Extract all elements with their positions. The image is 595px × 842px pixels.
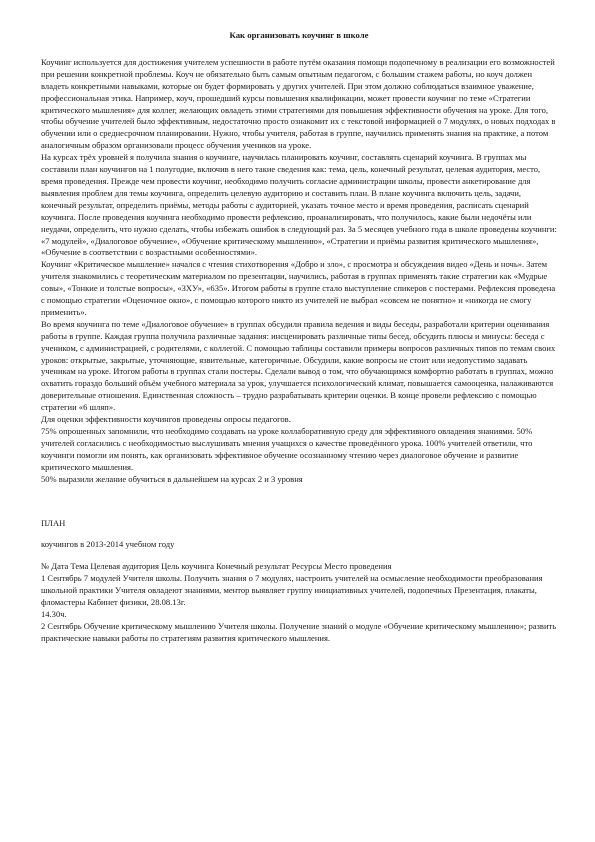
plan-subtitle: коучингов в 2013-2014 учебном году: [41, 539, 175, 550]
paragraph-intro: Коучинг используется для достижения учителем успешности в работе путём оказания помощи подопечному в реализации его возможностей при решении конкретной проблемы. Коуч не обязательно быть самым опытным педагогом, с большим стажем работы, но коуч должен владеть конкретными навыками, которые он будет формировать у других учителей. При этом должно соблюдаться взаимное уважение, профессиональная этика. Например, коуч, прошедший курсы повышения квалификации, может провести коучинг по теме «Стратегии критического мышления» для коллег, желающих овладеть этими стратегиями для повышения эффективности обучения на уроке. Для того, чтобы обучение учителей было эффективным, недостаточно просто ознакомит их с текстовой информацией о 7 модулях, о новых подходах в обучении или о среднесрочном планировании. Нужно, чтобы учителя, работая в группе, научились применять знания на практике, а потом аналогичным образом организовали процесс обучения учеников на уроке.: [41, 56, 556, 151]
paragraph-evaluation: Для оценки эффективности коучингов проведены опросы педагогов.: [41, 414, 291, 425]
document-title: Как организовать коучинг в школе: [229, 30, 369, 40]
plan-table-row: 14.30ч.: [41, 608, 67, 619]
paragraph-dialogue: Во время коучинга по теме «Диалоговое обучение» в группах обсудили правила ведения и виды беседы, разработали критерии оценивания работы в группе. Каждая группа получила различные задания: инсценировать различные типы бесед, обсудить плюсы и минусы: беседа с учеником, с администрацией, с родителями, с коллегой. С помощью таблицы составили примеры вопросов различных типов по темам своих уроков: открытые, закрытые, уточняющие, язвительные, категоричные. Обсудили, какие вопросы не стоит или недопустимо задавать ученикам на уроке. Итогом работы в группах стали постеры. Сделали вывод о том, что обучающимся комфортно работать в группах, можно охватить гораздо больший объём учебного материала за урок, улучшается психологический климат, повышается самооценка, налаживаются доверительные отношения. Единственная сложность – трудно разрабатывать критерии оценки. В конце провели рефлексию с помощью стратегии «6 шляп».: [41, 318, 556, 413]
paragraph-courses: На курсах трёх уровней я получила знания о коучинге, научилась планировать коучинг, составлять сценарий коучинга. В группах мы составили план коучингов на 1 полугодие, включив в него такие сведения как: тема, цель, конечный результат, целевая аудитория, место, время проведения. Прежде чем провести коучинг, необходимо получить согласие администрации школы, провести анкетирование для выявления проблем для темы коучинга, определить целевую аудиторию и составить план. В плане коучинга включить цель, задачи, конечный результат, определить приёмы, методы работы с аудиторией, указать точное место и время проведения, расписать сценарий коучинга. После проведения коучинга необходимо провести рефлексию, проанализировать, что получилось, какие были недочёты или неудачи, определить, что нужно сделать, чтобы избежать ошибок в следующий раз. За 5 месяцев учебного года в школе проведены коучинги: «7 модулей», «Диалоговое обучение», «Обучение критическому мышлению», «Стратегии и приёмы развития критического мышления», «Обучение в соответствии с возрастными особенностями».: [41, 152, 557, 258]
spacer: [41, 508, 557, 518]
plan-table-header: № Дата Тема Целевая аудитория Цель коучинга Конечный результат Ресурсы Место проведения: [41, 561, 392, 572]
spacer: [41, 486, 557, 508]
plan-table-row: 1 Сентябрь 7 модулей Учителя школы. Получить знания о 7 модулях, настроить учителей на осмысление необходимости преобразования школьной практики Учителя овладеют знаниями, ментор выявляет группу инициативных учителей, подопечных Презентация, плакаты, фломастеры Кабинет физики, 28.08.13г.: [41, 573, 543, 608]
plan-heading: ПЛАН: [41, 517, 66, 528]
paragraph-survey-results: 75% опрошенных запомнили, что необходимо создавать на уроке коллаборативную среду для эффективного овладения знаниями. 50% учителей согласились с необходимостью выслушивать мнения учащихся о качестве проведённого урока. 100% учителей ответили, что коучинги помогли им понять, как организовать эффективное обучение осознанному чтению через диалоговое обучение и развитие критического мышления.: [41, 426, 533, 472]
paragraph-further-training: 50% выразили желание обучиться в дальнейшем на курсах 2 и 3 уровня: [41, 473, 303, 484]
plan-table-row: 2 Сентябрь Обучение критическому мышлению Учителя школы. Получение знаний о модуле «Обучение критическому мышлению»; развить практические навыки работы по стратегиям развития критического мышления.: [41, 620, 557, 643]
spacer: [41, 529, 557, 539]
paragraph-critical-thinking: Коучинг «Критическое мышление» начался с чтения стихотворения «Добро и зло», с просмотра и обсуждения видео «День и ночь». Затем учителя знакомились с теоретическим материалом по презентации, научились, работая в группах применять такие стратегии как «Мудрые совы», «Тонкие и толстые вопросы», «ЗХУ», «635». Итогом работы в группе стало выступление спикеров с постерами. Рефлексия проведена с помощью стратегии «Оценочное окно», с помощью которого никто из учителей не выбрал «совсем не понятно» и «никогда не смогу применить».: [41, 259, 556, 317]
spacer: [41, 551, 557, 561]
